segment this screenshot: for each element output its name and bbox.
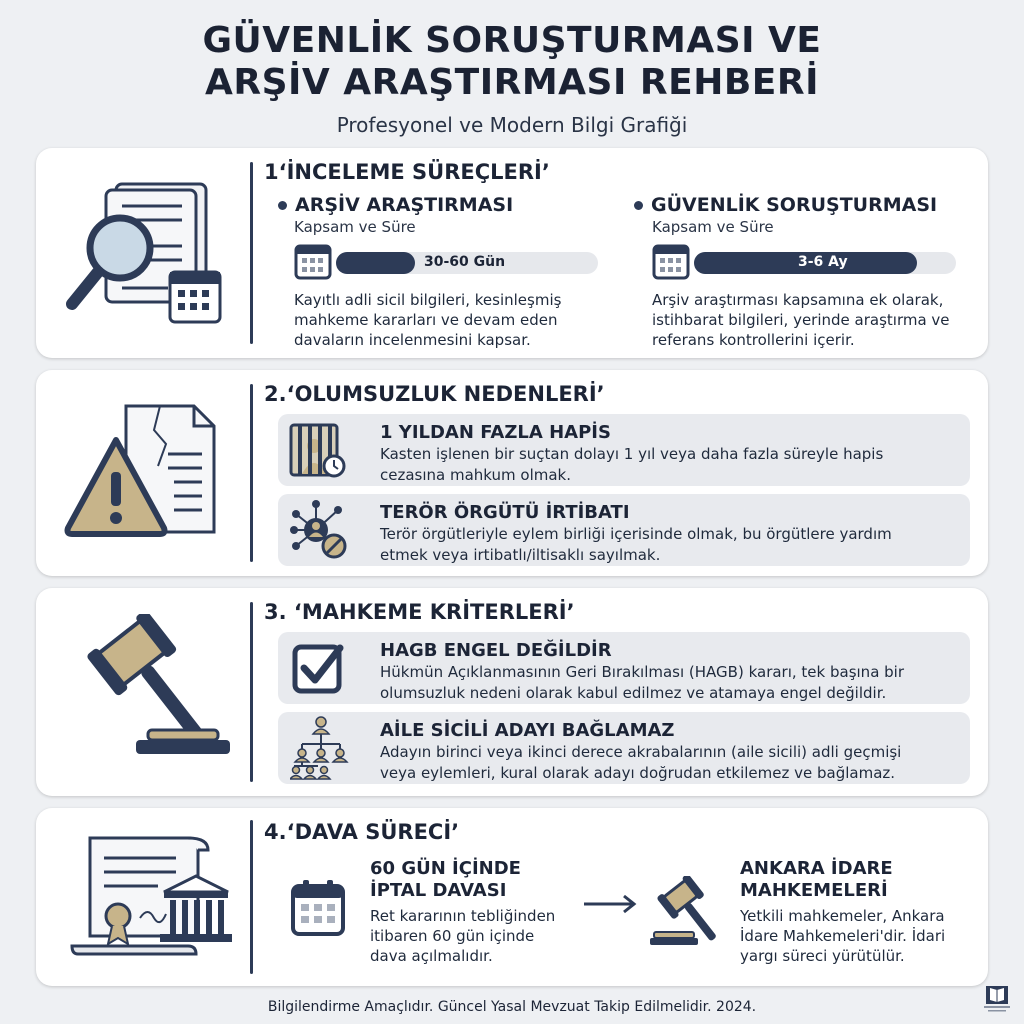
bullet-dot [278,201,287,210]
desc-line: itibaren 60 gün içinde [370,927,535,945]
bullet-dot [634,201,643,210]
desc-line: referans kontrollerini içerir. [652,331,855,349]
guvenlik-heading [634,194,937,216]
arsiv-duration-bar [336,252,598,274]
item-desc [380,444,883,486]
title-line: İPTAL DAVASI [370,880,507,901]
family-tree-icon [290,716,352,780]
arsiv-duration-fill [336,252,415,274]
step1-title [370,858,521,902]
step2-title [740,858,893,902]
section-mahkeme [36,588,988,796]
desc-line: Terör örgütleriyle eylem birliği içerisinde olmak, bu örgütlere yardım [380,525,892,543]
warning-document-icon [64,400,234,550]
desc-line: yargı süreci yürütülür. [740,947,905,965]
desc-line: Kayıtlı adli sicil bilgileri, kesinleşmiş [294,291,562,309]
item-title: TERÖR ÖRGÜTÜ İRTİBATI [380,502,630,523]
section-olumsuzluk [36,370,988,576]
desc-line: mahkeme kararları ve devam eden [294,311,558,329]
title-line: ANKARA İDARE [740,858,893,879]
arsiv-heading [278,194,513,216]
desc-line: Ret kararının tebliğinden [370,907,556,925]
item-desc [380,742,901,784]
section-title: 2.‘OLUMSUZLUK NEDENLERİ’ [264,382,605,406]
title-line-1: GÜVENLİK SORUŞTURMASI VE [202,20,822,61]
desc-line: cezasına mahkum olmak. [380,466,572,484]
desc-line: Adayın birinci veya ikinci derece akrabalarının (aile sicili) adli geçmişi [380,743,902,761]
item-title: 1 YILDAN FAZLA HAPİS [380,422,611,443]
desc-line: Hükmün Açıklanmasının Geri Bırakılması (HAGB) kararı, tek başına bir [380,663,905,681]
section-inceleme [36,148,988,358]
section-divider [250,820,253,974]
title-line: MAHKEMELERİ [740,880,888,901]
calendar-icon [294,242,332,280]
page-subtitle: Profesyonel ve Modern Bilgi Grafiği [336,113,688,137]
desc-line: veya eylemleri, kural olarak adayı doğrudan etkilemez ve bağlamaz. [380,764,896,782]
arsiv-duration-label: 30-60 Gün [424,254,506,270]
desc-line: davaların incelenmesini kapsar. [294,331,531,349]
guvenlik-duration-bar [694,252,956,274]
section-title: 3. ‘MAHKEME KRİTERLERİ’ [264,600,575,624]
negative-item [278,414,970,486]
gavel-icon [648,876,728,946]
item-title: AİLE SİCİLİ ADAYI BAĞLAMAZ [380,720,675,741]
item-desc [380,662,904,704]
step1-desc [370,906,555,966]
desc-line: dava açılmalıdır. [370,947,493,965]
item-desc [380,524,892,566]
guvenlik-desc [652,290,972,350]
desc-line: istihbarat bilgileri, yerinde araştırma ve [652,311,950,329]
arrow-right-icon [582,892,640,916]
step2-desc [740,906,945,966]
arsiv-heading-text: ARŞİV ARAŞTIRMASI [295,194,514,216]
prison-icon [288,422,346,480]
desc-line: etmek veya irtibatlı/iltisaklı sayılmak. [380,546,661,564]
criteria-item [278,712,970,784]
guvenlik-duration-label: 3-6 Ay [798,254,848,270]
section-divider [250,602,253,782]
section-divider [250,384,253,562]
arsiv-desc [294,290,594,350]
title-line: 60 GÜN İÇİNDE [370,858,521,879]
document-courthouse-icon [68,832,234,962]
book-logo-icon [982,984,1012,1014]
criteria-item [278,632,970,704]
title-line-2: ARŞİV ARAŞTIRMASI REHBERİ [205,62,819,103]
magnifier-documents-icon [58,176,238,336]
item-title: HAGB ENGEL DEĞİLDİR [380,640,612,661]
guvenlik-heading-text: GÜVENLİK SORUŞTURMASI [651,194,938,216]
desc-line: Arşiv araştırması kapsamına ek olarak, [652,291,944,309]
checkbox-icon [292,642,348,696]
section-title: 4.‘DAVA SÜRECİ’ [264,820,460,844]
desc-line: İdare Mahkemeleri'dir. İdari [740,927,946,945]
calendar-icon [652,242,690,280]
section-title: 1‘İNCELEME SÜREÇLERİ’ [264,160,550,184]
desc-line: Yetkili mahkemeler, Ankara [740,907,945,925]
guvenlik-sub: Kapsam ve Süre [652,218,774,236]
section-dava [36,808,988,986]
desc-line: Kasten işlenen bir suçtan dolayı 1 yıl veya daha fazla süreyle hapis [380,445,884,463]
gavel-icon [62,614,232,764]
page-title [0,20,1024,104]
footer-note: Bilgilendirme Amaçlıdır. Güncel Yasal Mevzuat Takip Edilmelidir. 2024. [267,999,757,1015]
network-ban-icon [288,500,350,562]
desc-line: olumsuzluk nedeni olarak kabul edilmez ve atamaya engel değildir. [380,684,887,702]
negative-item [278,494,970,566]
calendar-icon [290,878,346,938]
arsiv-sub: Kapsam ve Süre [294,218,416,236]
section-divider [250,162,253,344]
